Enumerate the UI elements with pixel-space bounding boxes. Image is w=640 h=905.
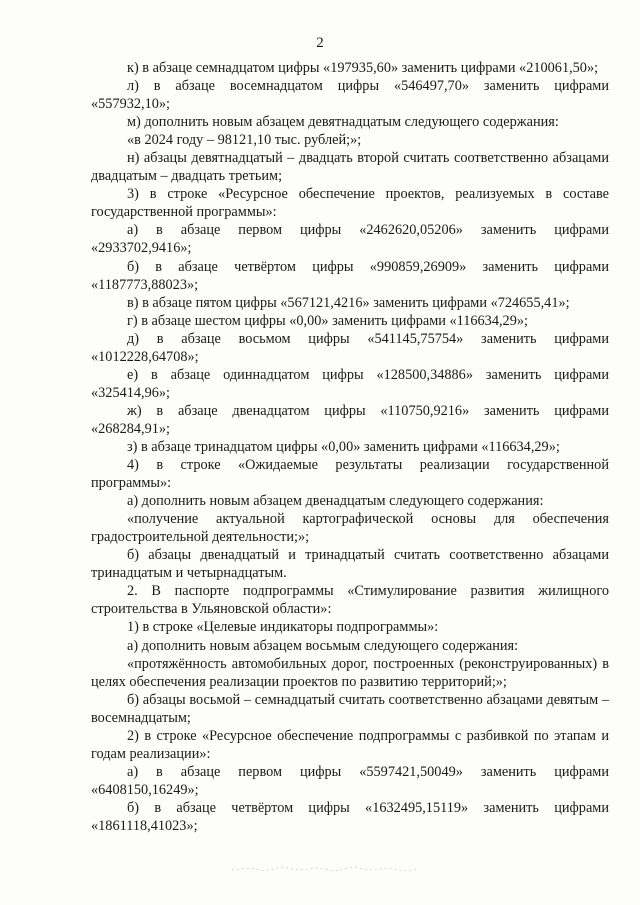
paragraph: а) в абзаце первом цифры «5597421,50049» заменить цифрами «6408150,16249»; <box>91 763 609 798</box>
paragraph: д) в абзаце восьмом цифры «541145,75754» заменить цифрами «1012228,64708»; <box>91 330 609 365</box>
paragraph: «протяжённость автомобильных дорог, построенных (реконструированных) в целях обеспечения реализации проектов по развитию территорий;»; <box>91 655 609 690</box>
paragraph: м) дополнить новым абзацем девятнадцатым следующего содержания: <box>127 114 559 131</box>
paragraph: 3) в строке «Ресурсное обеспечение проектов, реализуемых в составе государственной программы»: <box>91 186 609 221</box>
paragraph: б) абзацы восьмой – семнадцатый считать соответственно абзацами девятым – восемнадцатым; <box>91 691 609 726</box>
paragraph: л) в абзаце восемнадцатом цифры «546497,70» заменить цифрами «557932,10»; <box>91 78 609 113</box>
paragraph: «получение актуальной картографической основы для обеспечения градостроительной деятельности;»; <box>91 511 609 546</box>
paragraph: 1) в строке «Целевые индикаторы подпрограммы»: <box>127 619 439 636</box>
paragraph: «в 2024 году – 98121,10 тыс. рублей;»; <box>127 132 362 149</box>
scan-artifact <box>230 862 420 876</box>
paragraph: е) в абзаце одиннадцатом цифры «128500,34886» заменить цифрами «325414,96»; <box>91 366 609 401</box>
paragraph: 4) в строке «Ожидаемые результаты реализации государственной программы»: <box>91 457 609 492</box>
paragraph: а) дополнить новым абзацем двенадцатым следующего содержания: <box>127 493 544 510</box>
page-number: 2 <box>316 35 324 51</box>
paragraph: ж) в абзаце двенадцатом цифры «110750,9216» заменить цифрами «268284,91»; <box>91 402 609 437</box>
paragraph: 2) в строке «Ресурсное обеспечение подпрограммы с разбивкой по этапам и годам реализации»: <box>91 727 609 762</box>
paragraph: к) в абзаце семнадцатом цифры «197935,60» заменить цифрами «210061,50»; <box>127 60 599 76</box>
document-body <box>91 59 609 835</box>
paragraph: б) абзацы двенадцатый и тринадцатый считать соответственно абзацами тринадцатым и четырнадцатым. <box>91 547 609 582</box>
paragraph: б) в абзаце четвёртом цифры «990859,26909» заменить цифрами «1187773,88023»; <box>91 258 609 293</box>
paragraph: г) в абзаце шестом цифры «0,00» заменить цифрами «116634,29»; <box>127 312 528 329</box>
paragraph: 2. В паспорте подпрограммы «Стимулирование развития жилищного строительства в Ульяновской области»: <box>91 583 609 618</box>
paragraph: в) в абзаце пятом цифры «567121,4216» заменить цифрами «724655,41»; <box>127 294 570 311</box>
paragraph: н) абзацы девятнадцатый – двадцать второй считать соответственно абзацами двадцатым – двадцать третьим; <box>91 150 609 185</box>
paragraph: б) в абзаце четвёртом цифры «1632495,15119» заменить цифрами «1861118,41023»; <box>91 799 609 834</box>
paragraph: з) в абзаце тринадцатом цифры «0,00» заменить цифрами «116634,29»; <box>127 438 560 455</box>
paragraph: а) дополнить новым абзацем восьмым следующего содержания: <box>127 637 519 654</box>
paragraph: а) в абзаце первом цифры «2462620,05206» заменить цифрами «2933702,9416»; <box>91 222 609 257</box>
